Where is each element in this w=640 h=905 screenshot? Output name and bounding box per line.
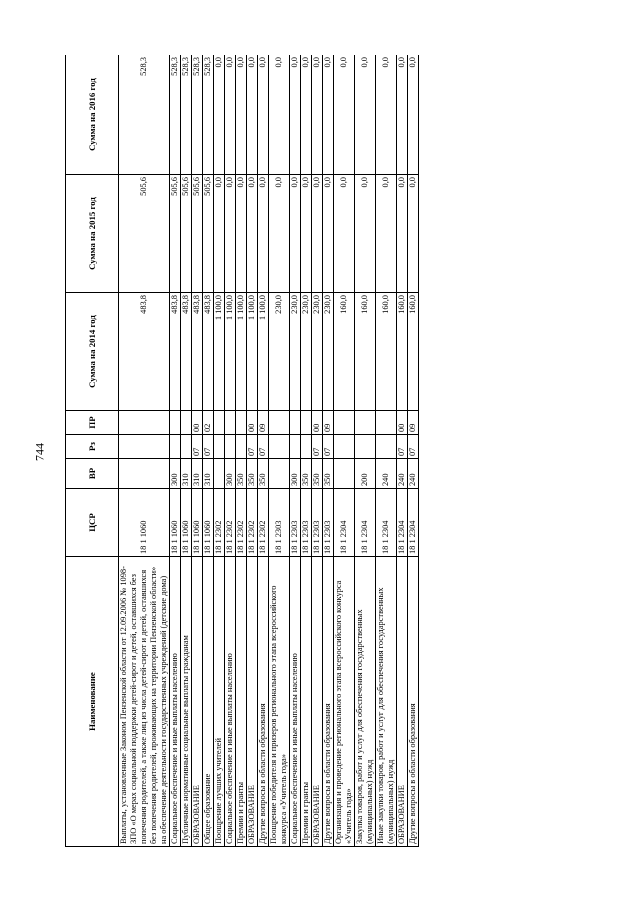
- cell-sum-2016: 0,0: [301, 55, 312, 175]
- cell-name: Социальное обеспечение и иные выплаты населению: [290, 557, 301, 847]
- cell-vr: 310: [203, 459, 214, 489]
- cell-name: ОБРАЗОВАНИЕ: [247, 557, 258, 847]
- cell-vr: 350: [258, 459, 269, 489]
- cell-csr: 18 1 2304: [355, 489, 376, 557]
- cell-csr: 18 1 1060: [203, 489, 214, 557]
- cell-sum-2015: 505,6: [170, 175, 181, 293]
- cell-vr: 350: [312, 459, 323, 489]
- table-row: [334, 55, 355, 847]
- cell-sum-2016: 0,0: [312, 55, 323, 175]
- cell-vr: 350: [247, 459, 258, 489]
- cell-vr: [214, 459, 225, 489]
- table-row: [192, 55, 203, 847]
- cell-sum-2016: 0,0: [408, 55, 419, 175]
- cell-sum-2014: 230,0: [269, 293, 290, 411]
- header-name: Наименование: [66, 557, 119, 847]
- cell-sum-2016: 0,0: [334, 55, 355, 175]
- cell-sum-2014: 160,0: [397, 293, 408, 411]
- cell-vr: 240: [408, 459, 419, 489]
- cell-name: ОБРАЗОВАНИЕ: [192, 557, 203, 847]
- cell-name: Общее образование: [203, 557, 214, 847]
- budget-table: [65, 55, 419, 847]
- cell-sum-2014: 1 100,0: [236, 293, 247, 411]
- cell-csr: 18 1 2303: [323, 489, 334, 557]
- cell-sum-2016: 0,0: [323, 55, 334, 175]
- cell-pr: [236, 411, 247, 435]
- cell-name: Премии и гранты: [236, 557, 247, 847]
- table-header-row: [66, 55, 119, 847]
- cell-rz: [181, 435, 192, 459]
- cell-csr: 18 1 1060: [119, 489, 170, 557]
- cell-sum-2016: 0,0: [258, 55, 269, 175]
- cell-csr: 18 1 2302: [225, 489, 236, 557]
- cell-name: Закупка товаров, работ и услуг для обеспечения государственных (муниципальных) нужд: [355, 557, 376, 847]
- table-body: [119, 55, 419, 847]
- cell-rz: [290, 435, 301, 459]
- cell-csr: 18 1 2304: [408, 489, 419, 557]
- cell-sum-2016: 0,0: [355, 55, 376, 175]
- cell-vr: 350: [301, 459, 312, 489]
- cell-vr: 350: [236, 459, 247, 489]
- cell-name: Другие вопросы в области образования: [323, 557, 334, 847]
- cell-csr: 18 1 1060: [170, 489, 181, 557]
- cell-sum-2016: 0,0: [247, 55, 258, 175]
- cell-sum-2015: 0,0: [214, 175, 225, 293]
- table-row: [323, 55, 334, 847]
- cell-vr: 310: [181, 459, 192, 489]
- cell-pr: [181, 411, 192, 435]
- cell-sum-2014: 230,0: [323, 293, 334, 411]
- table-row: [301, 55, 312, 847]
- cell-sum-2016: 0,0: [225, 55, 236, 175]
- cell-pr: [214, 411, 225, 435]
- cell-sum-2014: 160,0: [334, 293, 355, 411]
- cell-rz: 07: [247, 435, 258, 459]
- cell-csr: 18 1 2303: [312, 489, 323, 557]
- cell-pr: 02: [203, 411, 214, 435]
- cell-name: Публичные нормативные социальные выплаты гражданам: [181, 557, 192, 847]
- cell-name: ОБРАЗОВАНИЕ: [312, 557, 323, 847]
- cell-csr: 18 1 2302: [258, 489, 269, 557]
- cell-rz: 07: [203, 435, 214, 459]
- cell-sum-2015: 0,0: [397, 175, 408, 293]
- cell-csr: 18 1 2302: [236, 489, 247, 557]
- cell-vr: [334, 459, 355, 489]
- cell-sum-2014: 160,0: [355, 293, 376, 411]
- cell-name: Социальное обеспечение и иные выплаты населению: [170, 557, 181, 847]
- cell-sum-2014: 160,0: [376, 293, 397, 411]
- cell-pr: [334, 411, 355, 435]
- cell-rz: [269, 435, 290, 459]
- cell-sum-2014: 1 100,0: [258, 293, 269, 411]
- cell-rz: [301, 435, 312, 459]
- header-vr: ВР: [66, 459, 119, 489]
- cell-pr: [269, 411, 290, 435]
- cell-sum-2014: 1 100,0: [225, 293, 236, 411]
- table-row: [214, 55, 225, 847]
- cell-sum-2014: 1 100,0: [214, 293, 225, 411]
- cell-pr: [170, 411, 181, 435]
- cell-csr: 18 1 2304: [376, 489, 397, 557]
- cell-pr: 00: [397, 411, 408, 435]
- cell-csr: 18 1 1060: [181, 489, 192, 557]
- cell-sum-2015: 0,0: [290, 175, 301, 293]
- cell-sum-2014: 230,0: [301, 293, 312, 411]
- cell-csr: 18 1 2303: [290, 489, 301, 557]
- cell-vr: 350: [323, 459, 334, 489]
- cell-pr: [301, 411, 312, 435]
- cell-rz: [214, 435, 225, 459]
- cell-csr: 18 1 2304: [334, 489, 355, 557]
- header-pr: ПР: [66, 411, 119, 435]
- cell-sum-2014: 483,8: [192, 293, 203, 411]
- cell-vr: 310: [192, 459, 203, 489]
- cell-sum-2014: 483,8: [170, 293, 181, 411]
- cell-vr: 240: [376, 459, 397, 489]
- header-rz: Рз: [66, 435, 119, 459]
- header-csr: ЦСР: [66, 489, 119, 557]
- cell-vr: 240: [397, 459, 408, 489]
- cell-sum-2015: 0,0: [247, 175, 258, 293]
- cell-sum-2016: 528,3: [203, 55, 214, 175]
- cell-rz: 07: [408, 435, 419, 459]
- table-row: [269, 55, 290, 847]
- cell-rz: [119, 435, 170, 459]
- cell-rz: [170, 435, 181, 459]
- cell-sum-2015: 505,6: [181, 175, 192, 293]
- cell-name: Другие вопросы в области образования: [258, 557, 269, 847]
- table-row: [225, 55, 236, 847]
- cell-rz: [334, 435, 355, 459]
- cell-sum-2016: 528,3: [119, 55, 170, 175]
- cell-sum-2014: 483,8: [119, 293, 170, 411]
- cell-pr: 00: [192, 411, 203, 435]
- header-sum-2015: Сумма на 2015 год: [66, 175, 119, 293]
- cell-pr: [119, 411, 170, 435]
- cell-sum-2015: 0,0: [376, 175, 397, 293]
- cell-vr: 200: [355, 459, 376, 489]
- table-row: [236, 55, 247, 847]
- cell-sum-2015: 0,0: [408, 175, 419, 293]
- cell-csr: 18 1 2302: [214, 489, 225, 557]
- cell-sum-2014: 483,8: [181, 293, 192, 411]
- cell-sum-2016: 0,0: [397, 55, 408, 175]
- cell-sum-2015: 0,0: [355, 175, 376, 293]
- cell-sum-2015: 0,0: [312, 175, 323, 293]
- cell-sum-2015: 0,0: [225, 175, 236, 293]
- cell-pr: 00: [312, 411, 323, 435]
- cell-name: Социальное обеспечение и иные выплаты населению: [225, 557, 236, 847]
- cell-sum-2016: 0,0: [376, 55, 397, 175]
- cell-rz: 07: [258, 435, 269, 459]
- table-row: [397, 55, 408, 847]
- table-row: [355, 55, 376, 847]
- table-row: [312, 55, 323, 847]
- cell-rz: 07: [312, 435, 323, 459]
- cell-sum-2016: 0,0: [214, 55, 225, 175]
- cell-sum-2014: 1 100,0: [247, 293, 258, 411]
- cell-sum-2016: 0,0: [269, 55, 290, 175]
- header-sum-2014: Сумма на 2014 год: [66, 293, 119, 411]
- cell-pr: 09: [408, 411, 419, 435]
- cell-sum-2015: 0,0: [258, 175, 269, 293]
- cell-pr: [225, 411, 236, 435]
- cell-vr: 300: [170, 459, 181, 489]
- cell-sum-2016: 528,3: [192, 55, 203, 175]
- cell-csr: 18 1 2303: [269, 489, 290, 557]
- header-sum-2016: Сумма на 2016 год: [66, 55, 119, 175]
- cell-csr: 18 1 2304: [397, 489, 408, 557]
- cell-sum-2015: 0,0: [269, 175, 290, 293]
- cell-sum-2016: 0,0: [290, 55, 301, 175]
- table-row: [408, 55, 419, 847]
- cell-sum-2014: 230,0: [312, 293, 323, 411]
- cell-rz: [225, 435, 236, 459]
- cell-rz: 07: [323, 435, 334, 459]
- cell-sum-2014: 160,0: [408, 293, 419, 411]
- cell-sum-2016: 528,3: [181, 55, 192, 175]
- cell-pr: 09: [258, 411, 269, 435]
- cell-vr: 300: [225, 459, 236, 489]
- cell-csr: 18 1 2302: [247, 489, 258, 557]
- cell-sum-2015: 0,0: [323, 175, 334, 293]
- cell-sum-2016: 528,3: [170, 55, 181, 175]
- table-row: [170, 55, 181, 847]
- cell-csr: 18 1 2303: [301, 489, 312, 557]
- cell-name: Поощрение победителя и призеров регионального этапа всероссийского конкурса «Учитель года»: [269, 557, 290, 847]
- cell-sum-2015: 0,0: [334, 175, 355, 293]
- rotated-table-container: [65, 55, 577, 847]
- cell-name: Премии и гранты: [301, 557, 312, 847]
- cell-rz: [376, 435, 397, 459]
- cell-rz: 07: [397, 435, 408, 459]
- table-row: [119, 55, 170, 847]
- cell-pr: [290, 411, 301, 435]
- cell-vr: [119, 459, 170, 489]
- table-row: [181, 55, 192, 847]
- cell-name: Выплаты, установленные Законом Пензенской области от 12.09.2006 № 1098-ЗПО «О мерах социальной поддержки детей-сирот и детей, оставшихся без попечения родителей, а также лиц из числа детей-сирот и детей, оставшихся без попечения родителей, проживающих на территории Пензенской области» на обеспечение деятельности государственных учреждений (детские дома): [119, 557, 170, 847]
- cell-rz: 07: [192, 435, 203, 459]
- cell-sum-2016: 0,0: [236, 55, 247, 175]
- cell-sum-2014: 483,8: [203, 293, 214, 411]
- cell-pr: [355, 411, 376, 435]
- cell-pr: 00: [247, 411, 258, 435]
- cell-pr: 09: [323, 411, 334, 435]
- page-frame: [65, 55, 577, 847]
- cell-pr: [376, 411, 397, 435]
- cell-sum-2015: 505,6: [192, 175, 203, 293]
- cell-sum-2015: 0,0: [301, 175, 312, 293]
- cell-name: Организация и проведение регионального этапа всероссийского конкурса «Учитель года»: [334, 557, 355, 847]
- cell-name: ОБРАЗОВАНИЕ: [397, 557, 408, 847]
- cell-csr: 18 1 1060: [192, 489, 203, 557]
- table-row: [247, 55, 258, 847]
- cell-name: Другие вопросы в области образования: [408, 557, 419, 847]
- cell-sum-2014: 230,0: [290, 293, 301, 411]
- table-row: [258, 55, 269, 847]
- table-row: [376, 55, 397, 847]
- cell-name: Поощрение лучших учителей: [214, 557, 225, 847]
- cell-sum-2015: 0,0: [236, 175, 247, 293]
- cell-sum-2015: 505,6: [119, 175, 170, 293]
- cell-sum-2015: 505,6: [203, 175, 214, 293]
- table-row: [290, 55, 301, 847]
- cell-name: Иные закупки товаров, работ и услуг для обеспечения государственных (муниципальных) нужд: [376, 557, 397, 847]
- table-row: [203, 55, 214, 847]
- cell-vr: [269, 459, 290, 489]
- cell-rz: [236, 435, 247, 459]
- page-number: 744: [32, 443, 47, 461]
- cell-vr: 300: [290, 459, 301, 489]
- cell-rz: [355, 435, 376, 459]
